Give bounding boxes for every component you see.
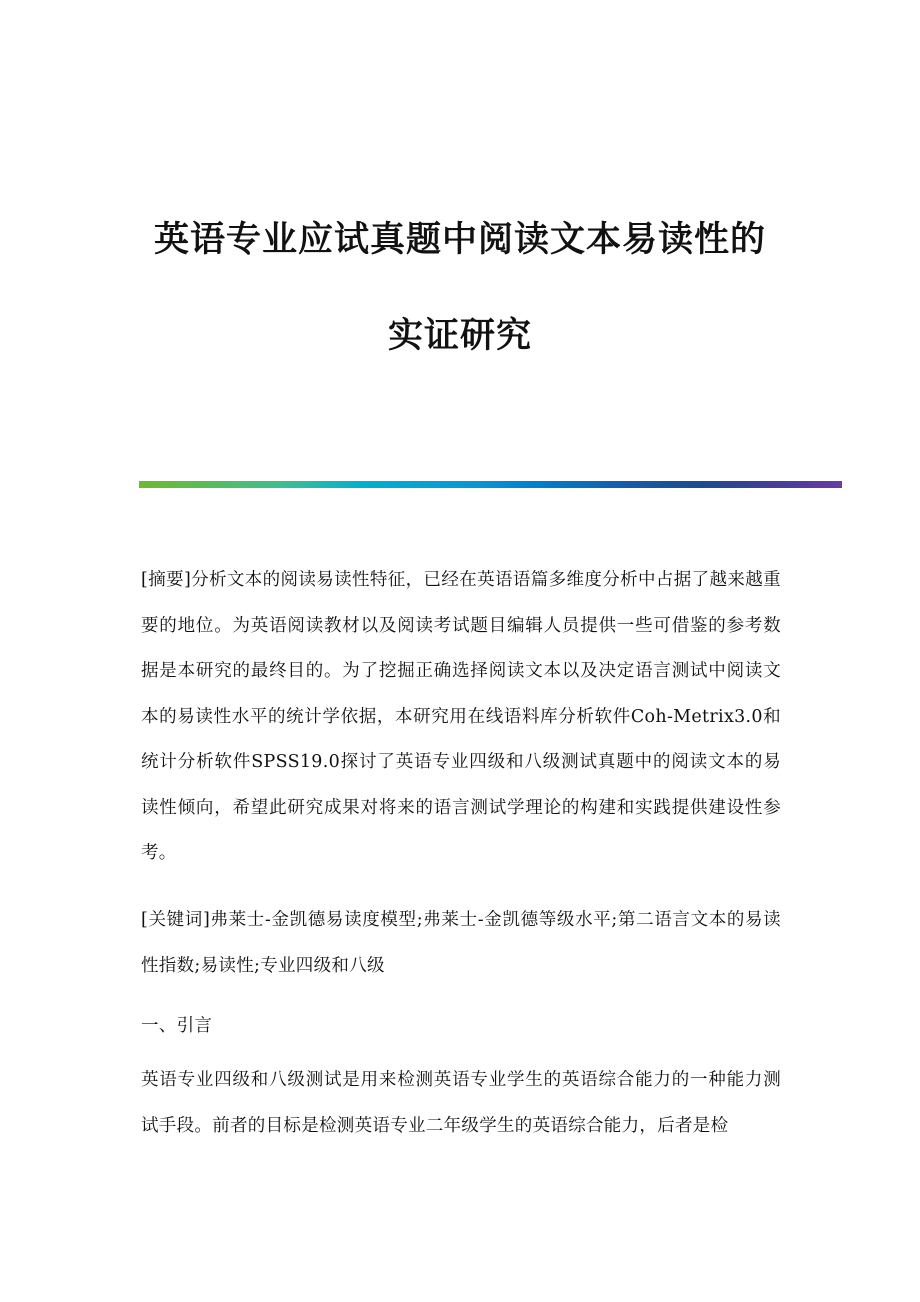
document-title-line-1: 英语专业应试真题中阅读文本易读性的 [153,219,766,260]
abstract-paragraph: [摘要]分析文本的阅读易读性特征，已经在英语语篇多维度分析中占据了越来越重要的地位。为英语阅读教材以及阅读考试题目编辑人员提供一些可借鉴的参考数据是本研究的最终目的。为了挖掘正确选择阅读文本以及决定语言测试中阅读文本的易读性水平的统计学依据，本研究用在线语料库分析软件Coh-Metrix3.0和统计分析软件SPSS19.0探讨了英语专业四级和八级测试真题中的阅读文本的易读性倾向，希望此研究成果对将来的语言测试学理论的构建和实践提供建设性参考。 [141,570,781,863]
gradient-divider [139,481,842,488]
document-title-line-2: 实证研究 [387,315,532,356]
keywords-paragraph: [关键词]弗莱士-金凯德易读度模型;弗莱士-金凯德等级水平;第二语言文本的易读性指数;易读性;专业四级和八级 [141,910,781,976]
section-heading-introduction: 一、引言 [141,1016,213,1036]
introduction-paragraph: 英语专业四级和八级测试是用来检测英语专业学生的英语综合能力的一种能力测试手段。前者的目标是检测英语专业二年级学生的英语综合能力，后者是检 [141,1070,781,1136]
